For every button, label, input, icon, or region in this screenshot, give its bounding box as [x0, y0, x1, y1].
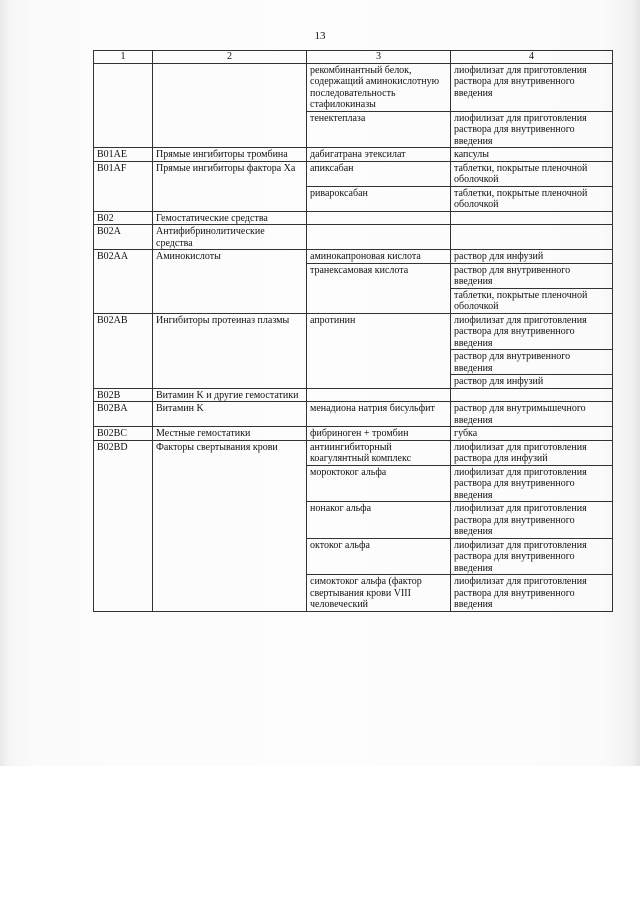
column-header: 2	[153, 51, 307, 64]
column-header: 1	[94, 51, 153, 64]
drug-name: рекомбинантный белок, содержащий аминокислотную последовательность стафилокиназы	[307, 63, 451, 111]
atc-code: B02BA	[94, 402, 153, 427]
group-name: Ингибиторы протеиназ плазмы	[153, 313, 307, 388]
dosage-form: лиофилизат для приготовления раствора для внутривенного введения	[451, 111, 613, 148]
dosage-form: капсулы	[451, 148, 613, 162]
table-row	[94, 63, 613, 111]
table-row	[94, 313, 613, 350]
dosage-form: раствор для инфузий	[451, 250, 613, 264]
table-row	[94, 211, 613, 225]
dosage-form: лиофилизат для приготовления раствора для внутривенного введения	[451, 313, 613, 350]
dosage-form: лиофилизат для приготовления раствора для внутривенного введения	[451, 465, 613, 502]
group-name: Прямые ингибиторы фактора Xa	[153, 161, 307, 211]
drug-name: менадиона натрия бисульфит	[307, 402, 451, 427]
drug-name: тенектеплаза	[307, 111, 451, 148]
drug-name	[307, 388, 451, 402]
drug-name: октоког альфа	[307, 538, 451, 575]
dosage-form: раствор для внутривенного введения	[451, 350, 613, 375]
atc-code: B02BD	[94, 440, 153, 611]
dosage-form: лиофилизат для приготовления раствора для инфузий	[451, 440, 613, 465]
table-row	[94, 440, 613, 465]
atc-code: B01AF	[94, 161, 153, 211]
table-row	[94, 402, 613, 427]
drug-name: аминокапроновая кислота	[307, 250, 451, 264]
dosage-form: лиофилизат для приготовления раствора для внутривенного введения	[451, 502, 613, 539]
drug-name: фибриноген + тромбин	[307, 427, 451, 441]
table-row	[94, 427, 613, 441]
table-header-row	[94, 51, 613, 64]
group-name: Местные гемостатики	[153, 427, 307, 441]
dosage-form: раствор для инфузий	[451, 375, 613, 389]
dosage-form: лиофилизат для приготовления раствора для внутривенного введения	[451, 63, 613, 111]
atc-code: B02AB	[94, 313, 153, 388]
table-row	[94, 388, 613, 402]
page-number: 13	[314, 30, 326, 42]
drug-name: апиксабан	[307, 161, 451, 186]
table-row	[94, 250, 613, 264]
drug-name: нонаког альфа	[307, 502, 451, 539]
table-row	[94, 161, 613, 186]
dosage-form	[451, 225, 613, 250]
group-name: Витамин K и другие гемостатики	[153, 388, 307, 402]
group-name: Аминокислоты	[153, 250, 307, 314]
atc-code: B02	[94, 211, 153, 225]
atc-code: B02A	[94, 225, 153, 250]
drug-name: мороктоког альфа	[307, 465, 451, 502]
drug-name: ривароксабан	[307, 186, 451, 211]
atc-code: B02AA	[94, 250, 153, 314]
group-name: Гемостатические средства	[153, 211, 307, 225]
atc-code: B01AE	[94, 148, 153, 162]
drug-table-body	[94, 51, 613, 612]
drug-name: дабигатрана этексилат	[307, 148, 451, 162]
drug-table	[93, 50, 613, 612]
dosage-form	[451, 388, 613, 402]
dosage-form: лиофилизат для приготовления раствора для внутривенного введения	[451, 538, 613, 575]
group-name: Прямые ингибиторы тромбина	[153, 148, 307, 162]
dosage-form: таблетки, покрытые пленочной оболочкой	[451, 186, 613, 211]
drug-name	[307, 211, 451, 225]
drug-name	[307, 225, 451, 250]
dosage-form	[451, 211, 613, 225]
column-header: 4	[451, 51, 613, 64]
dosage-form: таблетки, покрытые пленочной оболочкой	[451, 161, 613, 186]
drug-name: антиингибиторный коагулянтный комплекс	[307, 440, 451, 465]
drug-name: транексамовая кислота	[307, 263, 451, 313]
group-name: Факторы свертывания крови	[153, 440, 307, 611]
dosage-form: таблетки, покрытые пленочной оболочкой	[451, 288, 613, 313]
dosage-form: губка	[451, 427, 613, 441]
atc-code	[94, 63, 153, 148]
dosage-form: раствор для внутривенного введения	[451, 263, 613, 288]
dosage-form: раствор для внутримышечного введения	[451, 402, 613, 427]
column-header: 3	[307, 51, 451, 64]
group-name: Витамин K	[153, 402, 307, 427]
drug-name: апротинин	[307, 313, 451, 388]
atc-code: B02B	[94, 388, 153, 402]
table-row	[94, 148, 613, 162]
group-name	[153, 63, 307, 148]
table-row	[94, 225, 613, 250]
atc-code: B02BC	[94, 427, 153, 441]
drug-name: симоктоког альфа (фактор свертывания крови VIII человеческий	[307, 575, 451, 612]
group-name: Антифибринолитические средства	[153, 225, 307, 250]
dosage-form: лиофилизат для приготовления раствора для внутривенного введения	[451, 575, 613, 612]
